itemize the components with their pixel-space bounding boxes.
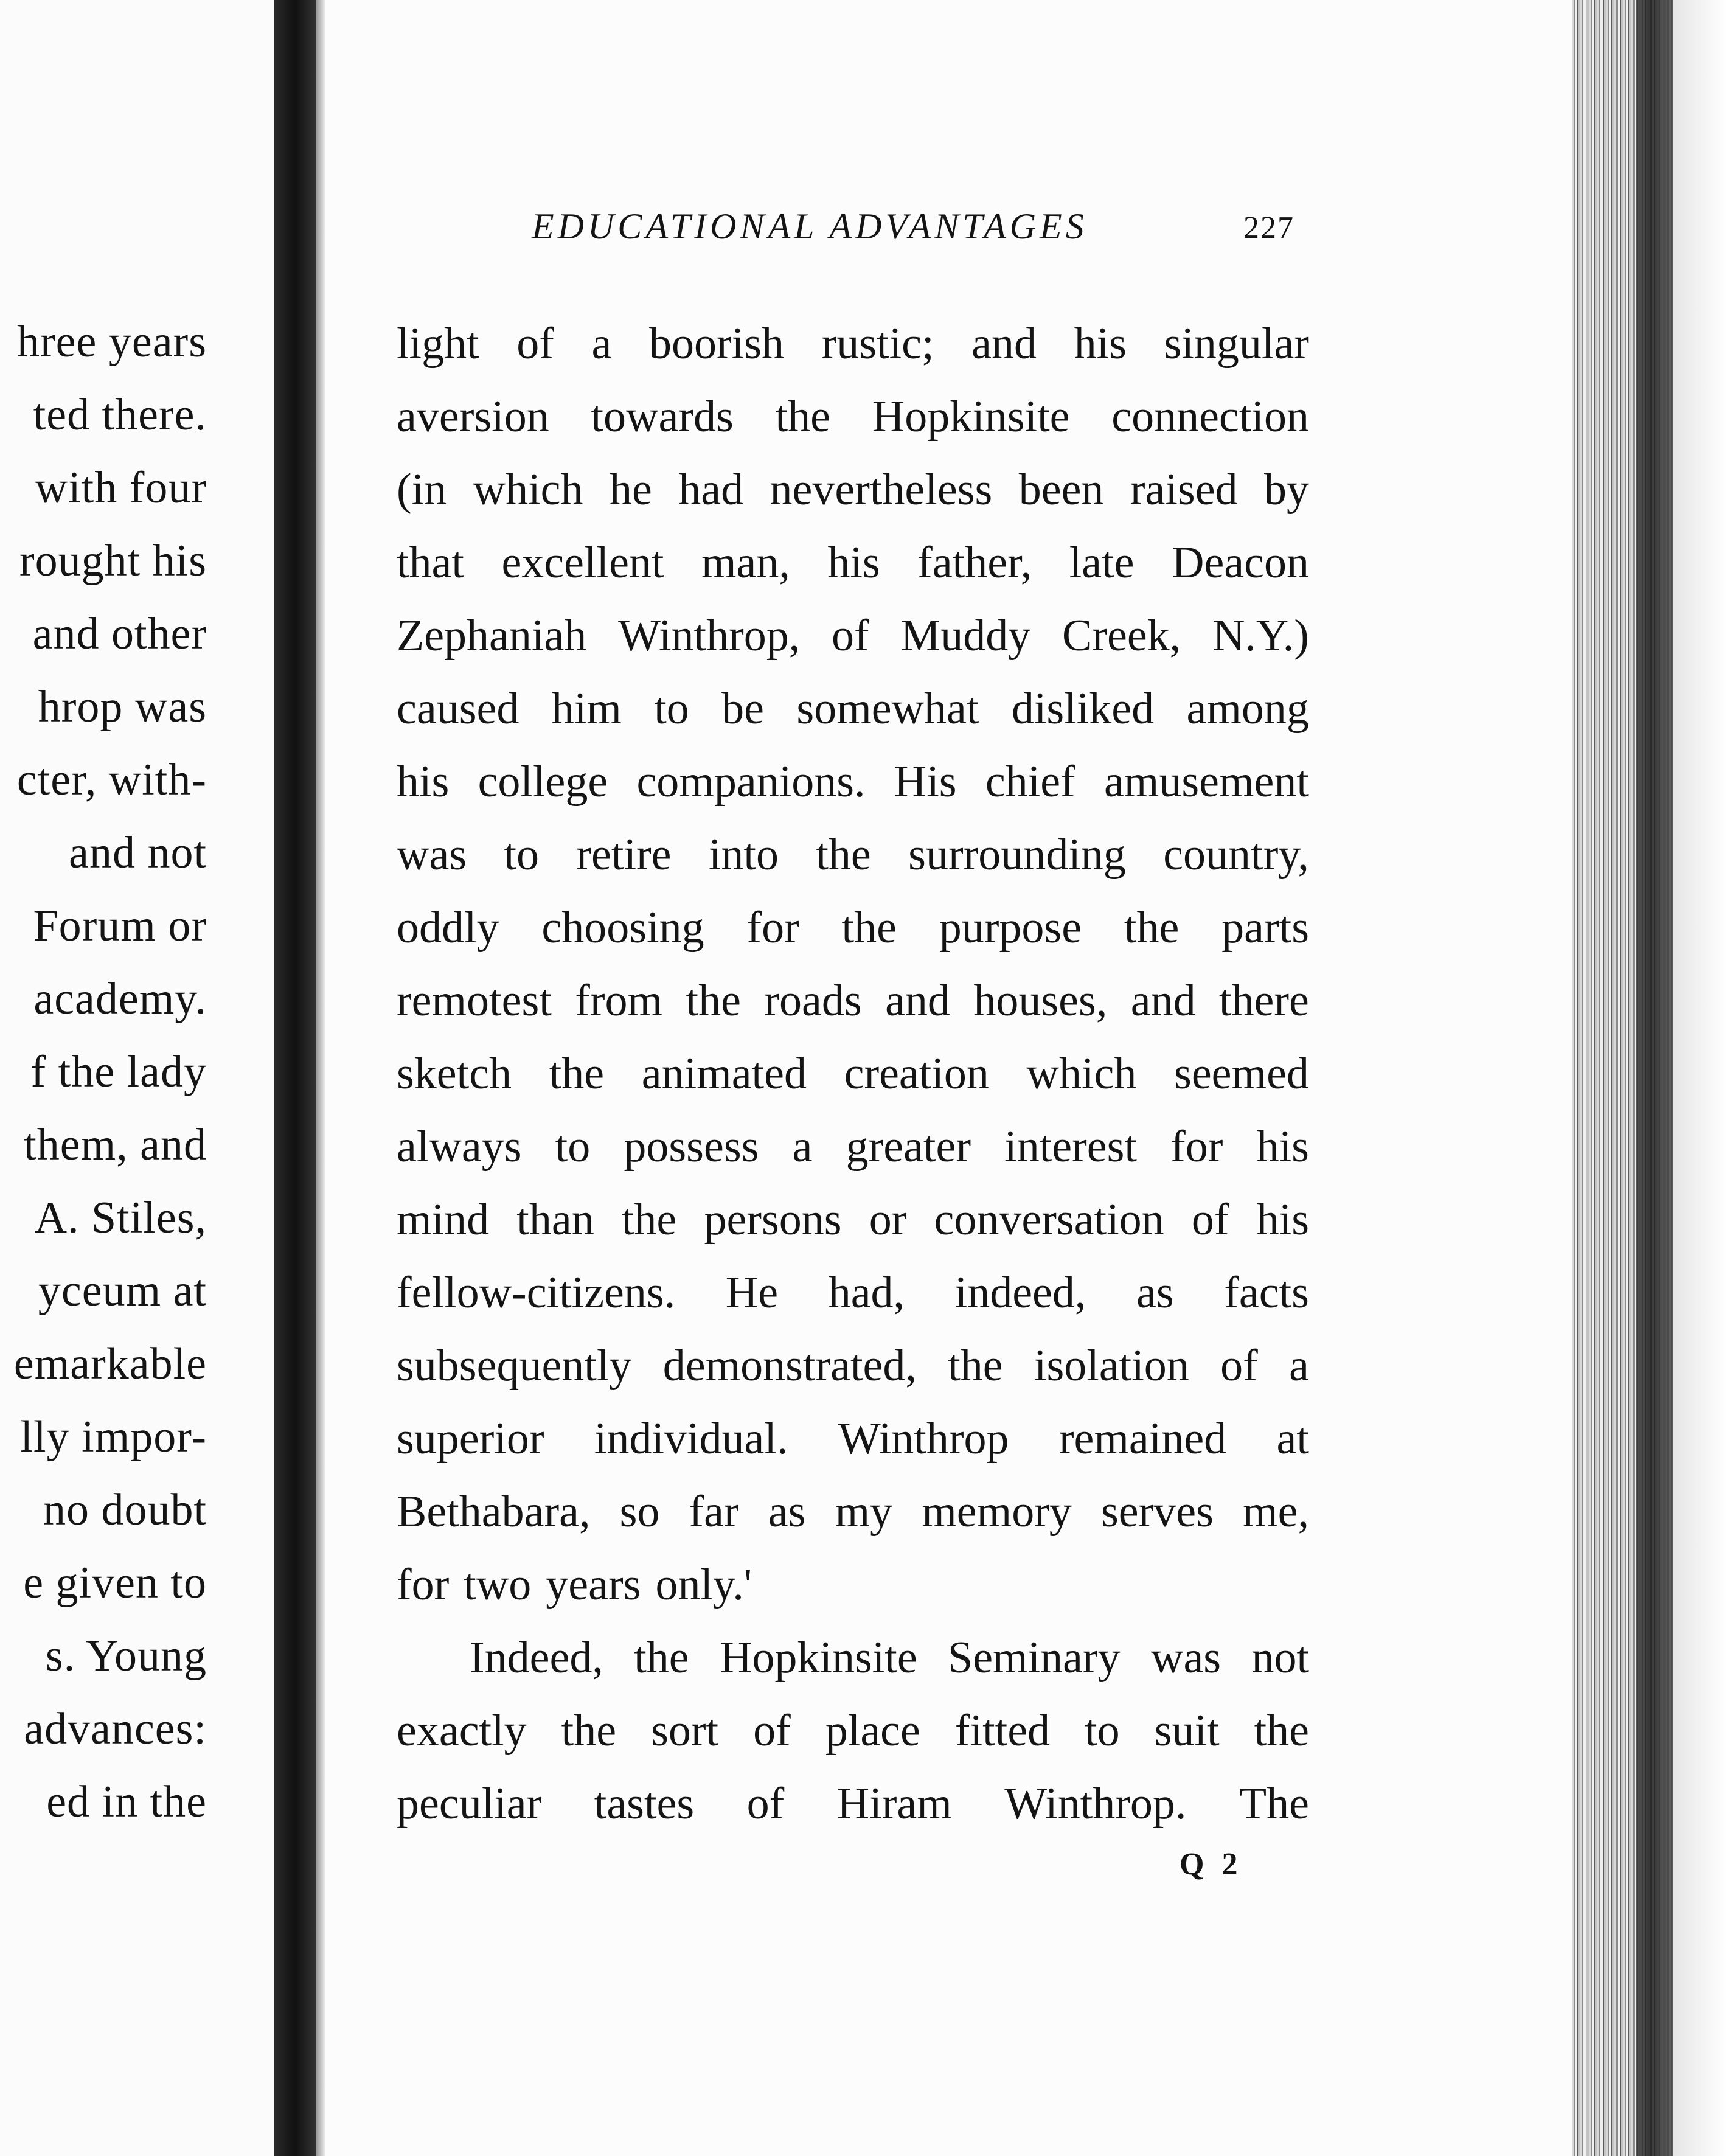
word: from	[575, 976, 663, 1026]
word: sort	[651, 1706, 719, 1756]
word: a	[792, 1122, 813, 1172]
word: father,	[917, 538, 1032, 588]
word: surrounding	[908, 830, 1126, 880]
word: be	[721, 684, 765, 734]
word: serves	[1100, 1487, 1214, 1537]
text-line	[397, 1475, 1309, 1548]
word: of	[516, 319, 554, 369]
word: as	[1136, 1268, 1174, 1318]
word: his	[1074, 319, 1127, 369]
gutter-shadow	[316, 0, 325, 2156]
word: isolation	[1034, 1341, 1189, 1391]
word: of	[1191, 1195, 1229, 1245]
word: Hopkinsite	[872, 392, 1070, 442]
left-page-line: Forum or	[33, 901, 207, 951]
word: nevertheless	[770, 465, 993, 515]
left-page-line: no doubt	[43, 1485, 207, 1535]
word: was	[397, 830, 467, 880]
book-gutter	[274, 0, 316, 2156]
word: his	[397, 757, 450, 807]
text-line	[397, 818, 1309, 891]
left-page-line: and other	[32, 609, 207, 659]
left-page-line: ted there.	[33, 390, 207, 440]
word: which	[1026, 1049, 1137, 1099]
word: retire	[576, 830, 672, 880]
word: as	[768, 1487, 806, 1537]
left-page-line: with four	[35, 463, 207, 513]
word: the	[1124, 903, 1180, 953]
word: interest	[1004, 1122, 1137, 1172]
page-stack-highlight	[1673, 0, 1727, 2156]
word: and	[1130, 976, 1196, 1026]
word: the	[948, 1341, 1003, 1391]
left-page-line: lly impor-	[20, 1412, 207, 1462]
word: persons	[704, 1195, 842, 1245]
word: which	[473, 465, 583, 515]
left-page-line: them, and	[24, 1120, 207, 1170]
word: a	[1289, 1341, 1309, 1391]
word: superior	[397, 1414, 544, 1464]
left-page-line: f the lady	[30, 1047, 207, 1097]
word: there	[1219, 976, 1309, 1026]
word: and	[971, 319, 1037, 369]
right-page	[325, 0, 1572, 2156]
word: facts	[1224, 1268, 1309, 1318]
left-page-line: advances:	[24, 1704, 207, 1754]
word: towards	[591, 392, 734, 442]
word: Winthrop,	[618, 611, 801, 661]
word: Indeed,	[470, 1633, 603, 1683]
word: to	[1085, 1706, 1120, 1756]
word: years	[546, 1560, 641, 1610]
word: oddly	[397, 903, 499, 953]
word: to	[555, 1122, 591, 1172]
word: houses,	[973, 976, 1108, 1026]
text-line	[397, 1037, 1309, 1110]
text-line	[397, 1183, 1309, 1256]
word: so	[619, 1487, 660, 1537]
word: parts	[1221, 903, 1309, 953]
word: demonstrated,	[662, 1341, 917, 1391]
word: my	[835, 1487, 893, 1537]
signature-mark: Q 2	[1180, 1847, 1243, 1882]
word: amusement	[1103, 757, 1309, 807]
word: exactly	[397, 1706, 527, 1756]
word: the	[686, 976, 741, 1026]
word: place	[825, 1706, 920, 1756]
word: individual.	[594, 1414, 788, 1464]
text-line	[397, 964, 1309, 1037]
left-page-line: A. Stiles,	[34, 1193, 207, 1243]
word: remained	[1058, 1414, 1227, 1464]
word: conversation	[934, 1195, 1164, 1245]
word: memory	[922, 1487, 1072, 1537]
text-line	[397, 1694, 1309, 1767]
word: had	[678, 465, 744, 515]
word: two	[464, 1560, 532, 1610]
word: not	[1251, 1633, 1309, 1683]
left-page-line: rought his	[19, 536, 207, 586]
word: fellow-citizens.	[397, 1268, 676, 1318]
left-page-line: ed in the	[46, 1777, 207, 1827]
word: the	[775, 392, 830, 442]
text-line	[397, 1256, 1309, 1329]
text-line	[397, 672, 1309, 745]
word: Creek,	[1062, 611, 1181, 661]
running-head: EDUCATIONAL ADVANTAGES	[532, 206, 1088, 246]
word: companions.	[636, 757, 866, 807]
word: been	[1018, 465, 1104, 515]
word: fitted	[954, 1706, 1051, 1756]
left-facing-page	[0, 0, 274, 2156]
word: of	[831, 611, 869, 661]
word: for	[397, 1560, 450, 1610]
word: mind	[397, 1195, 490, 1245]
word: Hiram	[836, 1779, 952, 1829]
word: greater	[846, 1122, 971, 1172]
word: of	[753, 1706, 791, 1756]
word: possess	[624, 1122, 759, 1172]
word: roads	[764, 976, 862, 1026]
page-number: 227	[1243, 210, 1294, 245]
left-page-line: hree years	[17, 317, 207, 367]
word: him	[551, 684, 622, 734]
word: His	[894, 757, 957, 807]
text-line	[397, 380, 1309, 453]
left-page-line: s. Young	[45, 1631, 207, 1681]
word: excellent	[501, 538, 664, 588]
word: me,	[1243, 1487, 1309, 1537]
word: to	[504, 830, 540, 880]
text-line	[397, 891, 1309, 964]
word: N.Y.)	[1212, 611, 1309, 661]
word: the	[634, 1633, 689, 1683]
word: the	[561, 1706, 617, 1756]
word: raised	[1130, 465, 1238, 515]
word: subsequently	[397, 1341, 632, 1391]
word: animated	[641, 1049, 807, 1099]
word: (in	[397, 465, 447, 515]
word: of	[1220, 1341, 1258, 1391]
word: the	[549, 1049, 605, 1099]
body-text	[397, 307, 1309, 1840]
word: Seminary	[948, 1633, 1121, 1683]
text-line	[397, 1621, 1309, 1694]
word: for	[746, 903, 799, 953]
word: aversion	[397, 392, 549, 442]
word: The	[1239, 1779, 1309, 1829]
word: his	[1256, 1122, 1309, 1172]
word: far	[689, 1487, 739, 1537]
word: singular	[1164, 319, 1309, 369]
text-line	[397, 1767, 1309, 1840]
text-line	[397, 453, 1309, 526]
word: he	[609, 465, 652, 515]
word: remotest	[397, 976, 552, 1026]
word: the	[816, 830, 871, 880]
word: Winthrop	[838, 1414, 1009, 1464]
word: than	[516, 1195, 594, 1245]
word: man,	[701, 538, 790, 588]
page-stack-shadow	[1636, 0, 1673, 2156]
word: and	[885, 976, 950, 1026]
word: seemed	[1174, 1049, 1309, 1099]
word: had,	[828, 1268, 905, 1318]
word: the	[841, 903, 897, 953]
word: sketch	[397, 1049, 512, 1099]
left-page-line: hrop was	[38, 682, 207, 732]
word: or	[869, 1195, 907, 1245]
word: late	[1069, 538, 1135, 588]
word: the	[621, 1195, 677, 1245]
word: Muddy	[900, 611, 1031, 661]
word: choosing	[541, 903, 704, 953]
word: peculiar	[397, 1779, 542, 1829]
word: Bethabara,	[397, 1487, 591, 1537]
word: connection	[1111, 392, 1309, 442]
text-line	[397, 526, 1309, 599]
word: suit	[1154, 1706, 1220, 1756]
word: at	[1276, 1414, 1309, 1464]
left-page-line: academy.	[33, 974, 207, 1024]
left-page-line: e given to	[23, 1558, 207, 1608]
word: for	[1170, 1122, 1223, 1172]
word: He	[725, 1268, 779, 1318]
word: boorish	[648, 319, 784, 369]
word: only.'	[655, 1560, 752, 1610]
text-line	[397, 1548, 1309, 1621]
word: that	[397, 538, 464, 588]
word: Winthrop.	[1004, 1779, 1187, 1829]
word: into	[708, 830, 779, 880]
word: of	[746, 1779, 785, 1829]
word: somewhat	[796, 684, 979, 734]
word: tastes	[594, 1779, 695, 1829]
word: always	[397, 1122, 522, 1172]
text-line	[397, 1402, 1309, 1475]
word: among	[1186, 684, 1309, 734]
word: Hopkinsite	[719, 1633, 917, 1683]
word: Deacon	[1172, 538, 1309, 588]
word: college	[478, 757, 608, 807]
left-page-line: emarkable	[13, 1339, 207, 1389]
word: disliked	[1011, 684, 1155, 734]
text-line	[397, 599, 1309, 672]
text-line	[397, 307, 1309, 380]
left-page-line: cter, with-	[16, 755, 207, 805]
text-line	[397, 1110, 1309, 1183]
text-line	[397, 745, 1309, 818]
word: his	[827, 538, 880, 588]
word: rustic;	[821, 319, 934, 369]
word: caused	[397, 684, 519, 734]
word: by	[1264, 465, 1309, 515]
word: country,	[1163, 830, 1309, 880]
word: indeed,	[954, 1268, 1086, 1318]
word: Zephaniah	[397, 611, 587, 661]
word: to	[654, 684, 689, 734]
word: a	[591, 319, 612, 369]
word: creation	[844, 1049, 989, 1099]
word: chief	[985, 757, 1075, 807]
word: his	[1256, 1195, 1309, 1245]
text-line	[397, 1329, 1309, 1402]
left-page-line: yceum at	[38, 1266, 207, 1316]
word: purpose	[939, 903, 1082, 953]
word: light	[397, 319, 479, 369]
left-page-line: and not	[69, 828, 207, 878]
word: was	[1151, 1633, 1221, 1683]
word: the	[1254, 1706, 1309, 1756]
